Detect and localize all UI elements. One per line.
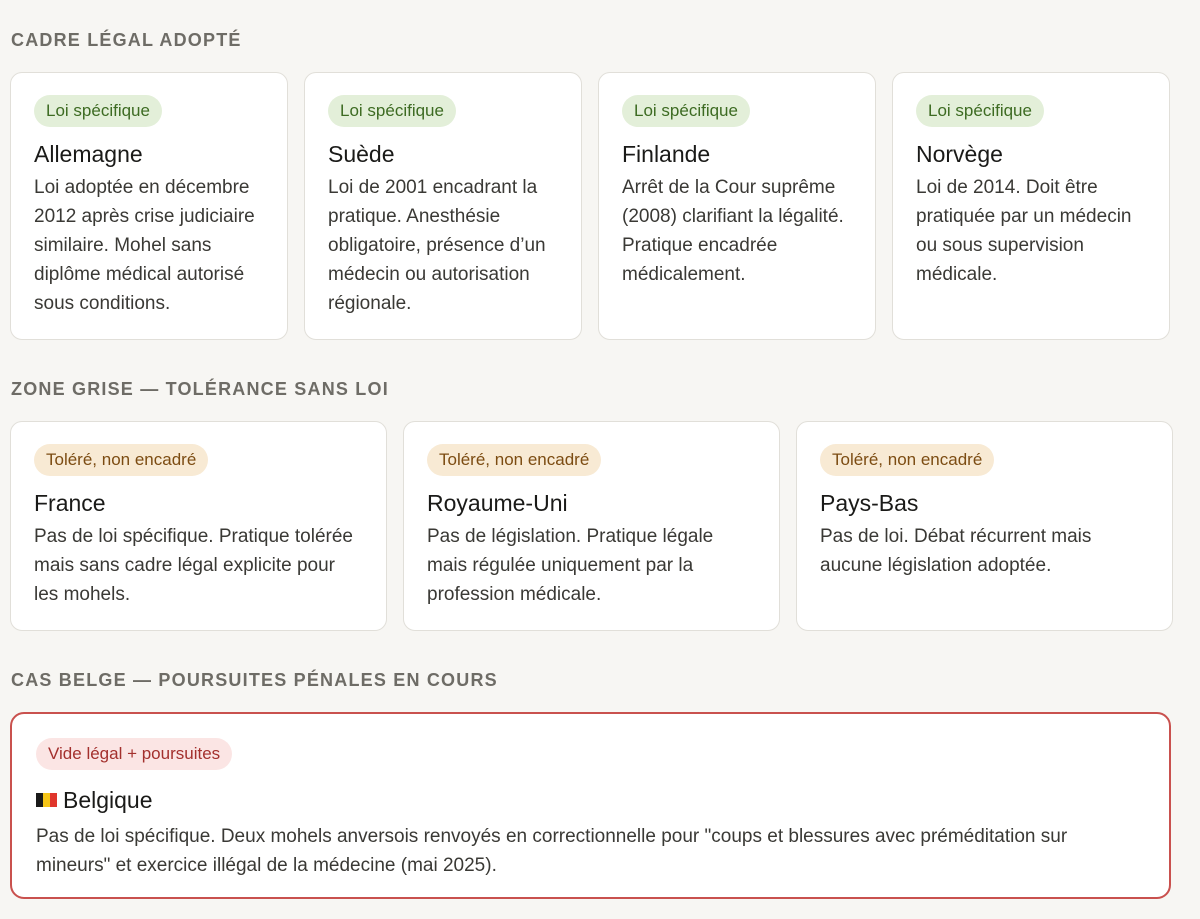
status-badge: Loi spécifique: [916, 95, 1044, 127]
country-card-finland: [598, 72, 876, 340]
country-heading: [36, 786, 1145, 814]
status-badge: Loi spécifique: [622, 95, 750, 127]
country-card-sweden: [304, 72, 582, 340]
country-description: Arrêt de la Cour suprême (2008) clarifiant la légalité. Pratique encadrée médicalement.: [622, 177, 844, 285]
country-name: Finlande: [622, 141, 711, 167]
grey-zone-cards-row: [10, 421, 1173, 631]
country-card-netherlands: [796, 421, 1173, 631]
country-description: Loi de 2001 encadrant la pratique. Anesthésie obligatoire, présence d’un médecin ou autorisation régionale.: [328, 177, 546, 314]
country-card-norway: [892, 72, 1170, 340]
country-description: Pas de loi spécifique. Deux mohels anversois renvoyés en correctionnelle pour "coups et blessures avec préméditation sur mineurs" et exercice illégal de la médecine (mai 2025).: [36, 826, 1068, 876]
section-title-belgian-case: CAS BELGE — POURSUITES PÉNALES EN COURS: [11, 670, 498, 690]
flag-stripe-yellow: [43, 793, 50, 807]
country-name: Suède: [328, 141, 395, 167]
country-description: Pas de loi spécifique. Pratique tolérée mais sans cadre légal explicite pour les mohels.: [34, 526, 353, 605]
status-badge: Toléré, non encadré: [820, 444, 994, 476]
country-description: Pas de loi. Débat récurrent mais aucune législation adoptée.: [820, 526, 1092, 576]
status-badge: Toléré, non encadré: [427, 444, 601, 476]
country-description: Pas de législation. Pratique légale mais régulée uniquement par la profession médicale.: [427, 526, 714, 605]
country-card-germany: [10, 72, 288, 340]
country-name: Royaume-Uni: [427, 490, 568, 516]
country-description: Loi adoptée en décembre 2012 après crise judiciaire similaire. Mohel sans diplôme médical autorisé sous conditions.: [34, 177, 255, 314]
country-name: France: [34, 490, 106, 516]
country-name: Allemagne: [34, 141, 143, 167]
country-name: Belgique: [63, 787, 153, 813]
flag-stripe-red: [50, 793, 57, 807]
status-badge: Vide légal + poursuites: [36, 738, 232, 770]
country-card-france: [10, 421, 387, 631]
status-badge: Loi spécifique: [34, 95, 162, 127]
legal-cards-row: [10, 72, 1170, 340]
country-description: Loi de 2014. Doit être pratiquée par un médecin ou sous supervision médicale.: [916, 177, 1132, 285]
status-badge: Toléré, non encadré: [34, 444, 208, 476]
belgium-flag-icon: [36, 793, 57, 807]
flag-stripe-black: [36, 793, 43, 807]
status-badge: Loi spécifique: [328, 95, 456, 127]
country-name: Norvège: [916, 141, 1003, 167]
country-name: Pays-Bas: [820, 490, 919, 516]
country-card-united-kingdom: [403, 421, 780, 631]
section-title-grey-zone: ZONE GRISE — TOLÉRANCE SANS LOI: [11, 379, 389, 399]
country-card-belgium: [10, 712, 1171, 899]
section-title-legal: CADRE LÉGAL ADOPTÉ: [11, 30, 242, 50]
